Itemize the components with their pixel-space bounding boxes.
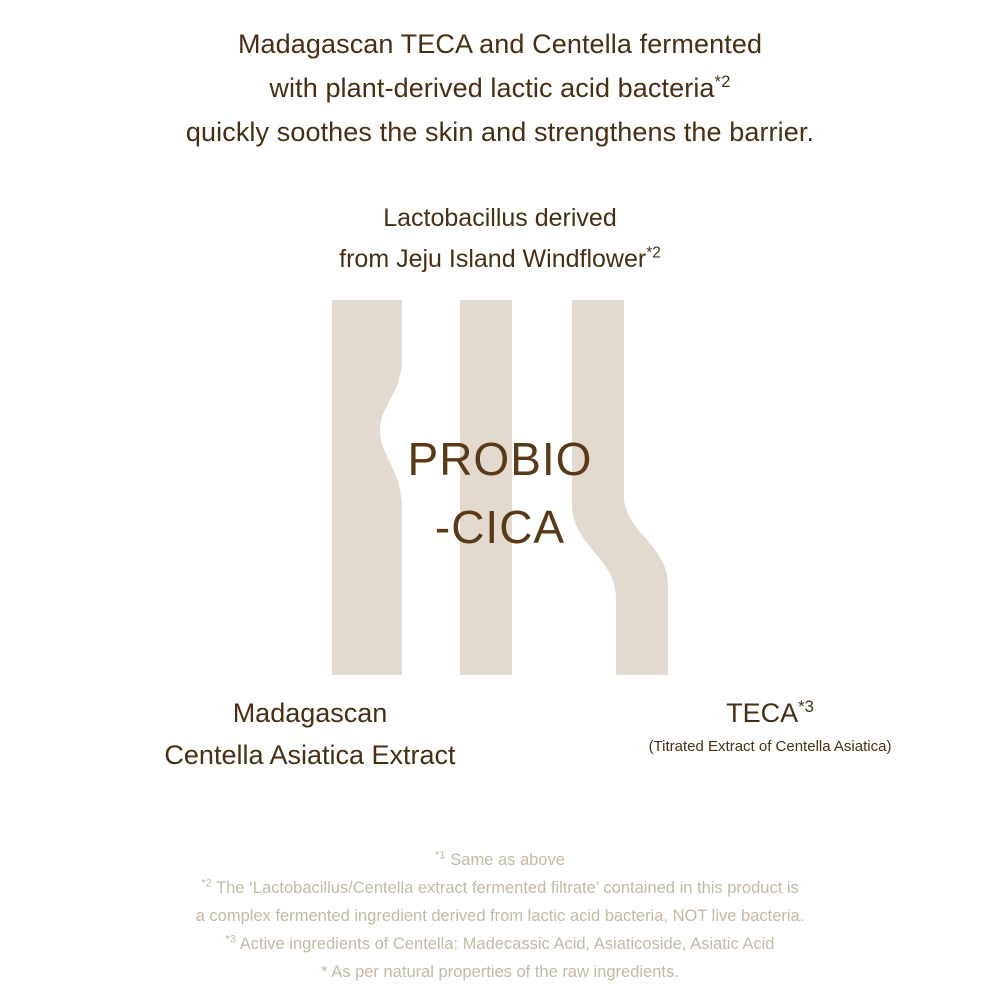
footnotes-block <box>0 846 1000 986</box>
footnote-2-marker: *2 <box>201 877 212 890</box>
label-teca-main <box>560 695 980 731</box>
subheadline-line-1: Lactobacillus derived <box>383 204 617 232</box>
label-madagascan-centella <box>60 692 560 776</box>
label-left-line-2: Centella Asiatica Extract <box>164 740 456 770</box>
footnote-1 <box>0 846 1000 874</box>
headline-line-3: quickly soothes the skin and strengthens the barrier. <box>185 117 815 147</box>
footnote-3-text: Active ingredients of Centella: Madecassic Acid, Asiaticoside, Asiatic Acid <box>236 935 775 953</box>
label-teca <box>560 695 980 760</box>
footnote-3-marker: *3 <box>225 933 237 946</box>
probio-cica-wordmark <box>0 425 1000 561</box>
subheadline-footnote-marker-2: *2 <box>646 244 661 262</box>
headline-line-2-text: with plant-derived lactic acid bacteria <box>269 73 715 103</box>
wordmark-line-1: PROBIO <box>407 433 593 485</box>
footnote-1-text: Same as above <box>445 851 565 869</box>
footnote-2-text: The ‘Lactobacillus/Centella extract fermented filtrate’ contained in this product is <box>211 879 799 897</box>
label-teca-text: TECA <box>726 698 799 728</box>
subheadline-line-2-text: from Jeju Island Windflower <box>339 245 647 273</box>
footnote-2-continued: a complex fermented ingredient derived from lactic acid bacteria, NOT live bacteria. <box>195 907 805 925</box>
footnote-3 <box>0 930 1000 958</box>
subheadline-line-2 <box>0 239 1000 280</box>
subheadline-block <box>0 198 1000 280</box>
headline-block <box>0 22 1000 154</box>
wordmark-line-2: -CICA <box>434 501 566 553</box>
footnote-2 <box>0 874 1000 902</box>
footnote-1-marker: *1 <box>435 849 446 862</box>
headline-line-1: Madagascan TECA and Centella fermented <box>237 29 763 59</box>
label-left-line-1: Madagascan <box>232 698 388 728</box>
headline-line-2 <box>0 66 1000 110</box>
headline-footnote-marker-2: *2 <box>714 72 731 91</box>
label-teca-subtitle: (Titrated Extract of Centella Asiatica) <box>648 738 892 755</box>
footnote-4: * As per natural properties of the raw ingredients. <box>321 963 679 981</box>
label-teca-footnote-marker: *3 <box>798 697 814 716</box>
